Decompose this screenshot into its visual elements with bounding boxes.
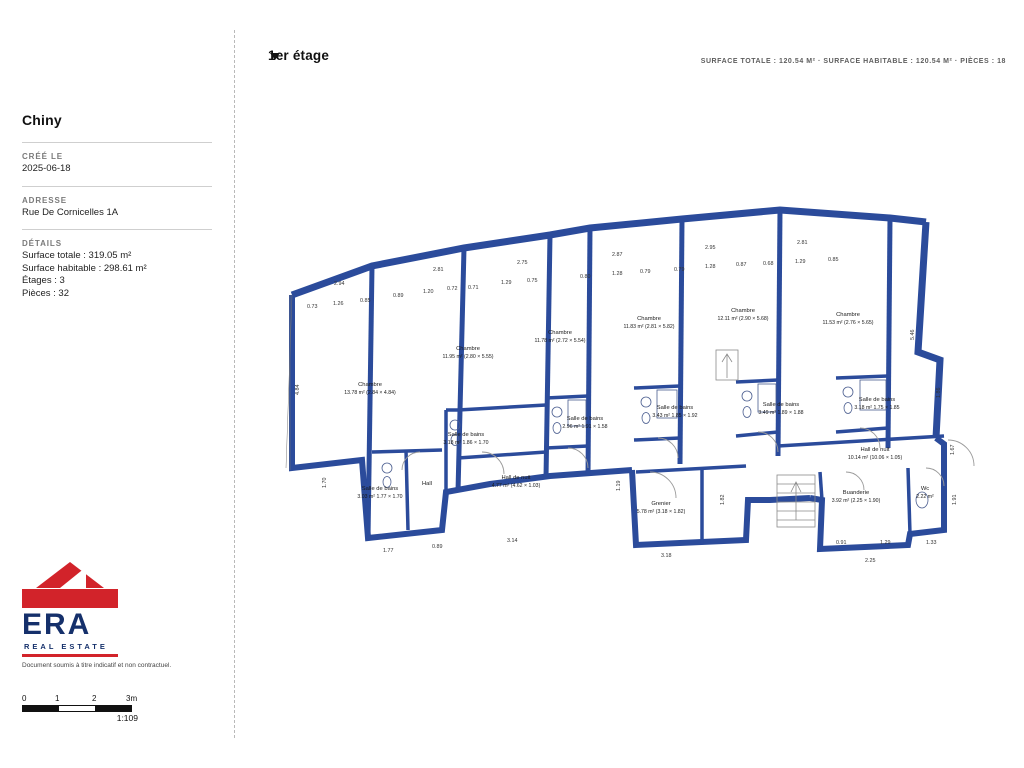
scale-bar (22, 694, 162, 723)
dimension-label: 0.87 (736, 262, 747, 268)
address-label: ADRESSE (22, 195, 67, 205)
dimension-label: 0.89 (432, 544, 443, 550)
dimension-label: 0.71 (468, 285, 479, 291)
room-label: Chambre 12.11 m² (2.90 × 5.68) (717, 308, 769, 322)
dimension-label: 2.81 (433, 267, 444, 273)
created-value: 2025-06-18 (22, 163, 71, 174)
scale-tick: 3m (126, 694, 138, 703)
dimension-label: 2.81 (797, 240, 808, 246)
dimension-label: 2.95 (705, 245, 716, 251)
dimension-label: 1.29 (880, 540, 891, 546)
created-label: CRÉÉ LE (22, 152, 63, 161)
dimension-label: 1.28 (705, 264, 716, 270)
room-label: Buanderie 3.92 m² (2.25 × 1.90) (831, 490, 881, 504)
scale-tick: 2 (92, 694, 97, 703)
era-wordmark: ERA (22, 608, 92, 641)
dimension-label: 3.18 (661, 553, 672, 559)
dimension-label: 1.26 (333, 301, 344, 307)
dimension-label: 0.68 (763, 261, 774, 267)
room-label: Salle de bains 3.18 m² 1.75 × 1.85 (854, 397, 900, 411)
era-tagline: REAL ESTATE (24, 642, 108, 651)
address-value: Rue De Cornicelles 1A (22, 206, 119, 218)
room-label: Chambre 11.95 m² (2.80 × 5.55) (442, 346, 494, 360)
era-house-icon (22, 562, 120, 608)
scale-tick-labels (22, 694, 162, 705)
dimension-label: 0.91 (836, 540, 847, 546)
scale-tick: 0 (22, 694, 27, 703)
detail-item: Surface habitable : 298.61 m² (22, 262, 147, 274)
dimension-label: 2.25 (865, 558, 876, 564)
dimension-label: 1.28 (612, 271, 623, 277)
floorplan-drawing (250, 200, 1016, 760)
logo-underline (22, 654, 118, 657)
room-label: Salle de bains 3.18 m² 1.86 × 1.70 (443, 432, 489, 446)
scale-tick: 1 (55, 694, 60, 703)
dimension-label: 1.33 (926, 540, 937, 546)
divider-line (22, 229, 212, 230)
details-list (22, 250, 212, 300)
detail-item: Pièces : 32 (22, 287, 69, 299)
room-label: Chambre 11.53 m² (2.76 × 5.65) (822, 312, 874, 326)
room-label: Chambre 11.78 m² (2.72 × 5.54) (534, 330, 586, 344)
dimension-label: 0.85 (360, 298, 371, 304)
floor-stats: SURFACE TOTALE : 120.54 M² · SURFACE HABITABLE : 120.54 M² · PIÈCES : 18 (700, 58, 1006, 65)
scale-graphic (22, 705, 132, 712)
dimension-label: 3.14 (507, 538, 518, 544)
room-label: Hall de nuit 4.77 m² (4.62 × 1.03) (491, 475, 541, 489)
dimension-label: 1.29 (501, 280, 512, 286)
era-logo (22, 562, 212, 669)
dimension-label: 1.91 (952, 494, 958, 505)
room-label: Salle de bains 2.96 m² 1.91 × 1.58 (562, 416, 608, 430)
floor-title: 1er étage (268, 48, 330, 63)
dimension-label: 2.75 (517, 260, 528, 266)
detail-item: Surface totale : 319.05 m² (22, 250, 132, 262)
dimension-label: 1.67 (950, 444, 956, 455)
dimension-label: 1.29 (795, 259, 806, 265)
vertical-divider (234, 30, 235, 738)
dimension-label: 0.79 (674, 267, 685, 273)
dimension-label: 0.80 (580, 274, 591, 280)
dimension-label: 0.89 (393, 293, 404, 299)
room-label: Grenier 5.78 m² (3.18 × 1.82) (636, 501, 686, 515)
dimension-label: 0.73 (307, 304, 318, 310)
dimension-label: 2.87 (612, 252, 623, 258)
dimension-label: 1.20 (423, 289, 434, 295)
room-label: Salle de bains 3.49 m² 1.89 × 1.88 (758, 402, 804, 416)
floorplan-svg (250, 200, 1016, 760)
dimension-label: 1.77 (383, 548, 394, 554)
info-sidebar (22, 112, 212, 300)
dimension-label: 1.70 (322, 477, 328, 488)
room-label: Salle de bains 3.43 m² 1.85 × 1.92 (652, 405, 698, 419)
divider-line (22, 142, 212, 143)
scale-ratio: 1:109 (116, 713, 138, 723)
dimension-label: 2.94 (334, 281, 345, 287)
dimension-label: 4.84 (295, 384, 301, 395)
dimension-label: 0.85 (828, 257, 839, 263)
dimension-label: 0.75 (527, 278, 538, 284)
divider-line (22, 186, 212, 187)
dimension-label: 0.72 (447, 286, 458, 292)
room-label: Wc 2.22 m² (916, 486, 934, 500)
property-name: Chiny (22, 112, 62, 128)
details-label: DÉTAILS (22, 239, 62, 249)
room-label: Salle de bains 3.03 m² 1.77 × 1.70 (357, 486, 403, 500)
dimension-label: 1.19 (616, 480, 622, 491)
room-label: Chambre 11.83 m² (2.81 × 5.82) (623, 316, 675, 330)
disclaimer-text: Document soumis à titre indicatif et non contractuel. (22, 662, 172, 669)
room-label: Hall de nuit 10.14 m² (10.06 × 1.05) (847, 447, 903, 461)
room-label: Chambre 13.78 m² (2.84 × 4.84) (344, 382, 396, 396)
dimension-label: 1.86 (936, 387, 942, 398)
detail-item: Étages : 3 (22, 275, 65, 287)
dimension-label: 1.82 (720, 494, 726, 505)
dimension-label: 0.79 (640, 269, 651, 275)
room-label: Hall (422, 481, 432, 487)
dimension-label: 5.46 (910, 329, 916, 340)
